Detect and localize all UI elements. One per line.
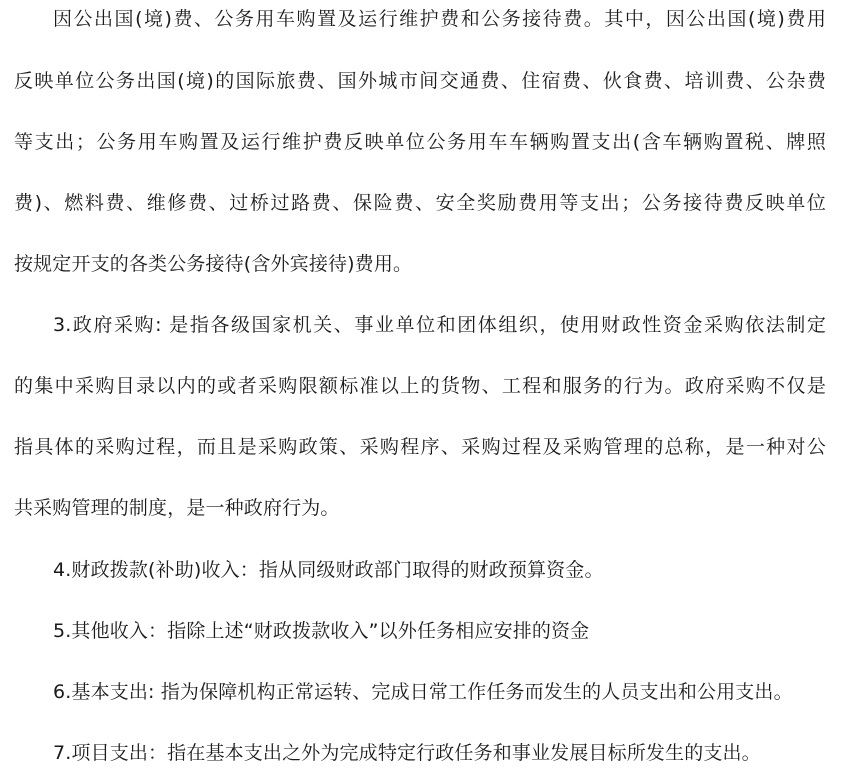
definition-item: 7.项目支出：指在基本支出之外为完成特定行政任务和事业发展目标所发生的支出。 [53, 742, 761, 764]
paragraph-line: 的集中采购目录以内的或者采购限额标准以上的货物、工程和服务的行为。政府采购不仅是 [14, 375, 826, 397]
definition-item: 6.基本支出: 指为保障机构正常运转、完成日常工作任务而发生的人员支出和公用支出。 [53, 681, 793, 703]
definition-item: 5.其他收入：指除上述“财政拨款收入”以外任务相应安排的资金 [53, 620, 590, 642]
paragraph-line: 反映单位公务出国(境)的国际旅费、国外城市间交通费、住宿费、伙食费、培训费、公杂费 [14, 70, 826, 92]
paragraph-line: 费)、燃料费、维修费、过桥过路费、保险费、安全奖励费用等支出；公务接待费反映单位 [14, 192, 826, 214]
definition-item: 4.财政拨款(补助)收入：指从同级财政部门取得的财政预算资金。 [53, 559, 604, 581]
paragraph-line: 3.政府采购: 是指各级国家机关、事业单位和团体组织，使用财政性资金采购依法制定 [53, 314, 826, 336]
paragraph-line: 按规定开支的各类公务接待(含外宾接待)费用。 [14, 253, 413, 275]
paragraph-line: 因公出国(境)费、公务用车购置及运行维护费和公务接待费。其中，因公出国(境)费用 [53, 8, 826, 30]
paragraph-line: 等支出；公务用车购置及运行维护费反映单位公务用车车辆购置支出(含车辆购置税、牌照 [14, 131, 826, 153]
paragraph-line: 共采购管理的制度，是一种政府行为。 [14, 497, 340, 519]
paragraph-line: 指具体的采购过程，而且是采购政策、采购程序、采购过程及采购管理的总称，是一种对公 [14, 436, 826, 458]
